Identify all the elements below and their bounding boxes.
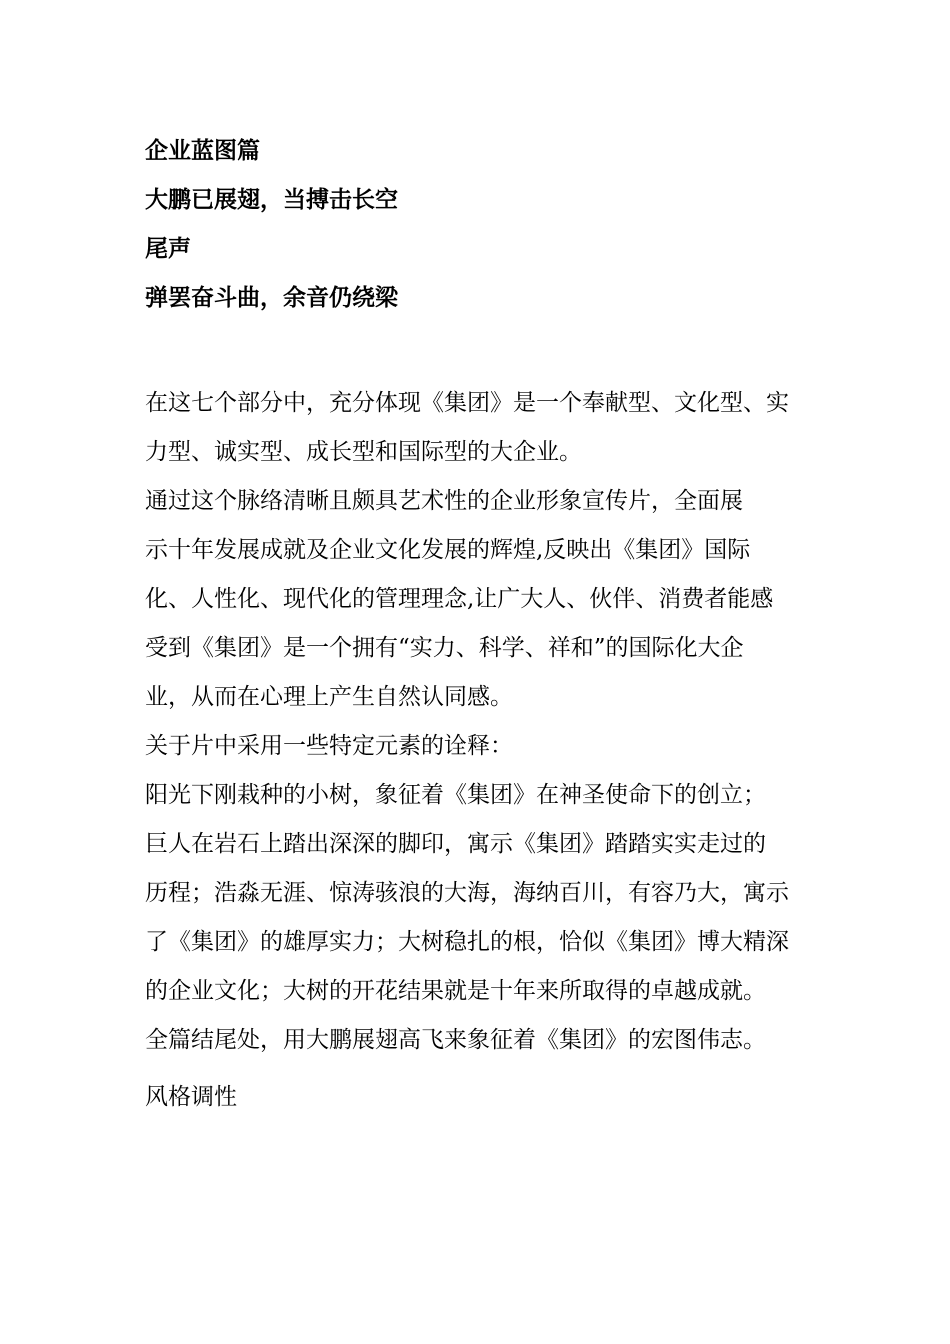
document-page — [145, 127, 825, 1122]
paragraph-purpose — [145, 477, 825, 722]
paragraph-elements-intro — [145, 722, 825, 771]
heading-epilogue: 尾声 — [145, 236, 191, 262]
heading-blueprint-subtitle: 大鹏已展翅，当搏击长空 — [145, 187, 398, 213]
paragraph-line: 通过这个脉络清晰且颇具艺术性的企业形象宣传片，全面展 — [145, 488, 743, 514]
paragraph-line: 业，从而在心理上产生自然认同感。 — [145, 684, 513, 710]
heading-epilogue-subtitle: 弹罢奋斗曲，余音仍绕梁 — [145, 285, 398, 311]
section-title-style-tone: 风格调性 — [145, 1084, 237, 1110]
paragraph-line: 示十年发展成就及企业文化发展的辉煌,反映出《集团》国际 — [145, 537, 751, 563]
paragraph-line: 阳光下刚栽种的小树，象征着《集团》在神圣使命下的创立； — [145, 782, 766, 808]
paragraph-line: 在这七个部分中，充分体现《集团》是一个奉献型、文化型、实 — [145, 390, 789, 416]
paragraph-line: 全篇结尾处，用大鹏展翅高飞来象征着《集团》的宏图伟志。 — [145, 1027, 766, 1053]
paragraph-line: 化、人性化、现代化的管理理念,让广大人、伙伴、消费者能感 — [145, 586, 774, 612]
paragraph-line: 了《集团》的雄厚实力；大树稳扎的根，恰似《集团》博大精深 — [145, 929, 789, 955]
heading-blueprint-chapter: 企业蓝图篇 — [145, 138, 260, 164]
paragraph-line: 力型、诚实型、成长型和国际型的大企业。 — [145, 439, 582, 465]
paragraph-summary — [145, 379, 825, 477]
paragraph-line: 受到《集团》是一个拥有“实力、科学、祥和”的国际化大企 — [145, 635, 744, 661]
paragraph-elements-explanation — [145, 771, 825, 1065]
paragraph-line: 关于片中采用一些特定元素的诠释： — [145, 733, 513, 759]
paragraph-line: 的企业文化；大树的开花结果就是十年来所取得的卓越成就。 — [145, 978, 766, 1004]
spacer — [145, 323, 825, 379]
paragraph-line: 巨人在岩石上踏出深深的脚印，寓示《集团》踏踏实实走过的 — [145, 831, 766, 857]
paragraph-line: 历程；浩淼无涯、惊涛骇浪的大海，海纳百川，有容乃大，寓示 — [145, 880, 789, 906]
